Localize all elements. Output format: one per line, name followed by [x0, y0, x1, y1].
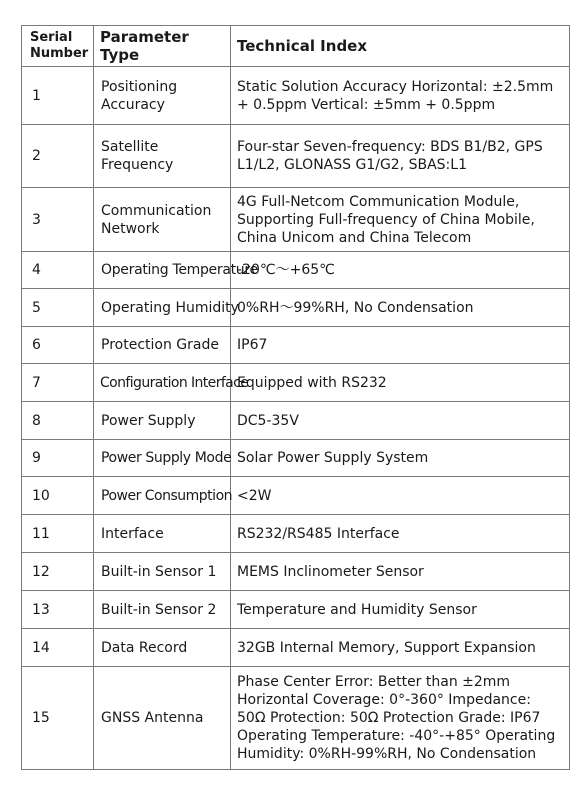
row-serial: 4 [22, 252, 94, 289]
table-row [22, 553, 570, 591]
row-parameter: Operating Humidity [94, 289, 231, 327]
table-row [22, 289, 570, 327]
row-parameter: GNSS Antenna [94, 667, 231, 770]
header-row [22, 26, 570, 67]
row-index: Static Solution Accuracy Horizontal: ±2.5mm + 0.5ppm Vertical: ±5mm + 0.5ppm [231, 67, 570, 125]
table-header [22, 26, 570, 67]
header-serial-number: Serial Number [22, 26, 94, 67]
table-row [22, 402, 570, 440]
row-serial: 12 [22, 553, 94, 591]
row-parameter: Operating Temperature [94, 252, 231, 289]
table-row [22, 591, 570, 629]
row-parameter: Data Record [94, 629, 231, 667]
row-serial: 9 [22, 440, 94, 477]
row-index: 4G Full-Netcom Communication Module, Supporting Full-frequency of China Mobile, China Unicom and China Telecom [231, 188, 570, 252]
row-parameter: Communication Network [94, 188, 231, 252]
row-serial: 3 [22, 188, 94, 252]
table-row [22, 67, 570, 125]
row-serial: 10 [22, 477, 94, 515]
table-body [22, 67, 570, 770]
row-serial: 6 [22, 327, 94, 364]
table-row [22, 364, 570, 402]
table-row [22, 188, 570, 252]
table-row [22, 327, 570, 364]
row-index: Four-star Seven-frequency: BDS B1/B2, GPS L1/L2, GLONASS G1/G2, SBAS:L1 [231, 125, 570, 188]
row-serial: 7 [22, 364, 94, 402]
table-row [22, 515, 570, 553]
technical-spec-table [21, 25, 570, 770]
row-parameter: Protection Grade [94, 327, 231, 364]
row-parameter: Configuration Interface [94, 364, 231, 402]
row-serial: 2 [22, 125, 94, 188]
row-index: Equipped with RS232 [231, 364, 570, 402]
row-parameter: Interface [94, 515, 231, 553]
row-parameter: Power Consumption [94, 477, 231, 515]
row-index: Solar Power Supply System [231, 440, 570, 477]
row-serial: 13 [22, 591, 94, 629]
row-index: 32GB Internal Memory, Support Expansion [231, 629, 570, 667]
row-index: Temperature and Humidity Sensor [231, 591, 570, 629]
table-row [22, 477, 570, 515]
row-index: DC5-35V [231, 402, 570, 440]
row-serial: 8 [22, 402, 94, 440]
row-serial: 5 [22, 289, 94, 327]
row-serial: 14 [22, 629, 94, 667]
row-serial: 11 [22, 515, 94, 553]
row-index: <2W [231, 477, 570, 515]
header-parameter-type: Parameter Type [94, 26, 231, 67]
table-row [22, 252, 570, 289]
row-index: RS232/RS485 Interface [231, 515, 570, 553]
row-parameter: Satellite Frequency [94, 125, 231, 188]
table-row [22, 667, 570, 770]
row-parameter: Power Supply [94, 402, 231, 440]
row-index: IP67 [231, 327, 570, 364]
row-serial: 1 [22, 67, 94, 125]
row-index: Phase Center Error: Better than ±2mm Horizontal Coverage: 0°-360° Impedance: 50Ω Protection: 50Ω Protection Grade: IP67 Operating Temperature: -40°-+85° Operating Humidity: 0%RH-99%RH, No Condensation [231, 667, 570, 770]
row-parameter: Positioning Accuracy [94, 67, 231, 125]
table-row [22, 629, 570, 667]
row-index: MEMS Inclinometer Sensor [231, 553, 570, 591]
row-parameter: Built-in Sensor 1 [94, 553, 231, 591]
table-row [22, 440, 570, 477]
row-index: -20℃～+65℃ [231, 252, 570, 289]
row-parameter: Built-in Sensor 2 [94, 591, 231, 629]
table-row [22, 125, 570, 188]
header-technical-index: Technical Index [231, 26, 570, 67]
row-serial: 15 [22, 667, 94, 770]
row-parameter: Power Supply Mode [94, 440, 231, 477]
row-index: 0%RH～99%RH, No Condensation [231, 289, 570, 327]
